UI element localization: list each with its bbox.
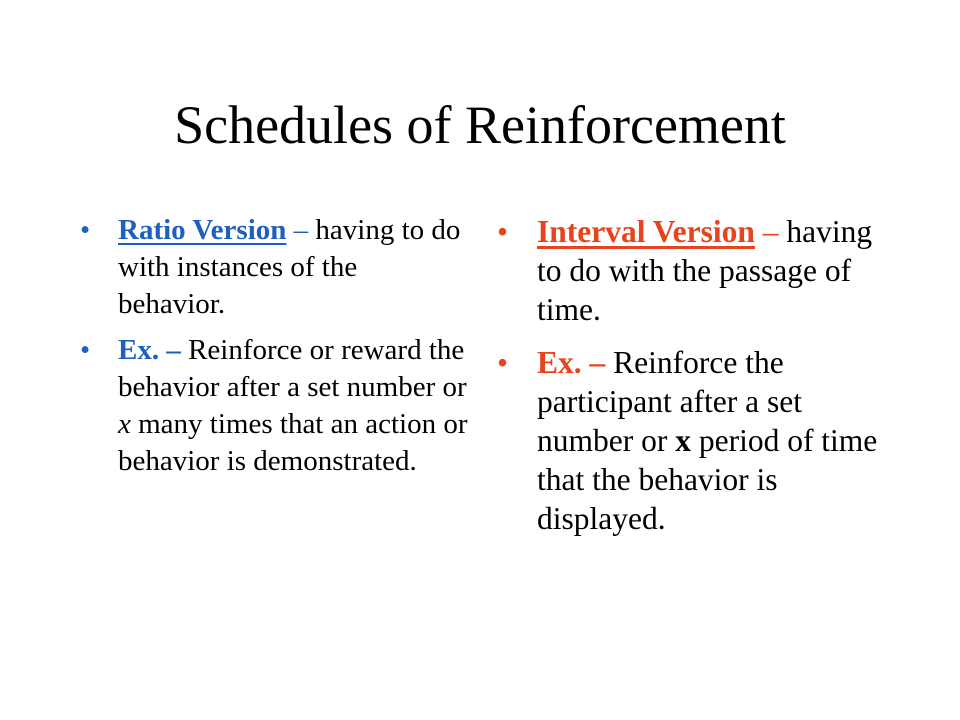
ratio-example-label: Ex. – <box>118 334 189 366</box>
ratio-example-bullet <box>80 332 470 480</box>
bullet-icon: • <box>80 334 91 366</box>
interval-example-text-before: Reinforce the participant after a set number or <box>537 345 802 458</box>
interval-example-x: x <box>675 423 691 458</box>
interval-version-dash: – <box>754 214 787 249</box>
ratio-example-text-after: many times that an action or behavior is demonstrated. <box>118 408 468 477</box>
interval-example-text-after: period of time that the behavior is displayed. <box>537 423 878 536</box>
interval-version-term: Interval Version <box>537 214 755 249</box>
ratio-version-bullet <box>80 212 470 323</box>
interval-example-bullet <box>497 343 892 538</box>
ratio-version-definition: having to do with instances of the behavior. <box>118 214 461 320</box>
interval-version-definition: having to do with the passage of time. <box>537 214 873 327</box>
bullet-icon: • <box>497 214 509 249</box>
ratio-example-x: x <box>118 408 131 440</box>
interval-example-label: Ex. – <box>537 345 614 380</box>
slide-title: Schedules of Reinforcement <box>174 95 786 155</box>
ratio-version-dash: – <box>286 214 316 246</box>
ratio-version-term: Ratio Version <box>118 214 287 246</box>
interval-version-bullet <box>497 212 892 329</box>
ratio-example-text-before: Reinforce or reward the behavior after a set number or <box>118 334 467 403</box>
bullet-icon: • <box>80 214 91 246</box>
interval-version-column <box>497 212 892 552</box>
ratio-version-column <box>80 212 470 489</box>
bullet-icon: • <box>497 345 509 380</box>
